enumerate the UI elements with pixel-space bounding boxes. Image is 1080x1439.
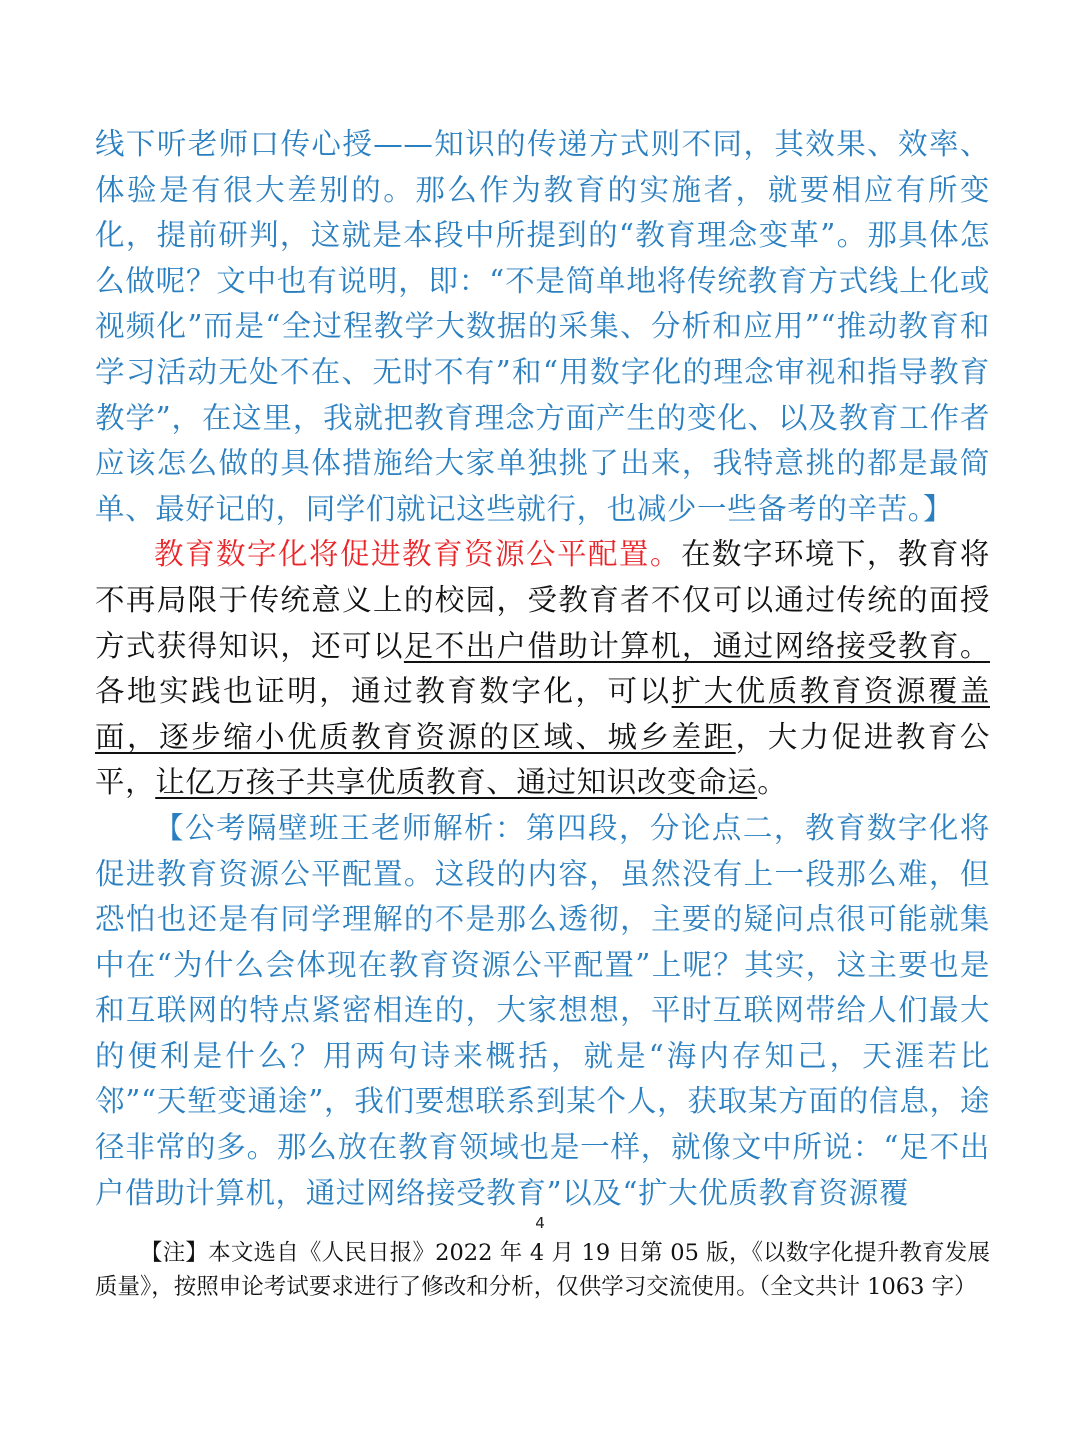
paragraph-text-segment: 。: [757, 765, 788, 800]
footnote: [95, 1236, 990, 1304]
analysis-paragraph-continued: 线下听老师口传心授——知识的传递方式则不同，其效果、效率、体验是有很大差别的。那么作为教育的实施者，就要相应有所变化，提前研判，这就是本段中所提到的“教育理念变革”。那具体怎么做呢？文中也有说明，即：“不是简单地将传统教育方式线上化或视频化”而是“全过程教学大数据的采集、分析和应用”“推动教育和学习活动无处不在、无时不有”和“用数字化的理念审视和指导教育教学”，在这里，我就把教育理念方面产生的变化、以及教育工作者应该怎么做的具体措施给大家单独挑了出来，我特意挑的都是最简单、最好记的，同学们就记这些就行，也减少一些备考的辛苦。】: [95, 127, 990, 526]
paragraph-text-segment: 各地实践也证明，通过教育数字化，可以: [95, 674, 672, 709]
page-number: 4: [535, 1214, 545, 1232]
underlined-key-phrase: 扩大优质教育资源覆盖面，逐步缩小优质教育资源的区域、城乡差距: [95, 674, 990, 754]
analysis-paragraph: 【公考隔壁班王老师解析：第四段，分论点二，教育数字化将促进教育资源公平配置。这段的内容，虽然没有上一段那么难，但恐怕也还是有同学理解的不是那么透彻，主要的疑问点很可能就集中在“为什么会体现在教育资源公平配置”上呢？其实，这主要也是和互联网的特点紧密相连的，大家想想，平时互联网带给人们最大的便利是什么？用两句诗来概括，就是“海内存知己，天涯若比邻”“天堑变通途”，我们要想联系到某个人，获取某方面的信息，途径非常的多。那么放在教育领域也是一样，就像文中所说：“足不出户借助计算机，通过网络接受教育”以及“扩大优质教育资源覆: [95, 810, 990, 1210]
underlined-key-phrase: 让亿万孩子共享优质教育、通过知识改变命运: [155, 765, 758, 800]
article-body: [95, 122, 990, 1216]
underlined-key-phrase: 足不出户借助计算机，通过网络接受教育。: [403, 628, 990, 663]
footnote-text: 【注】本文选自《人民日报》2022 年 4 月 19 日第 05 版，《以数字化提升教育发展质量》，按照申论考试要求进行了修改和分析，仅供学习交流使用。（全文共计 1063 字）: [95, 1240, 990, 1300]
paragraph-text-segment: 在数字环境下，教育将不再局限于传统意义上的校园，受教育者不仅可以通过传统的面授方式获得知识，还可以: [95, 537, 990, 663]
subpoint-heading: 教育数字化将促进教育资源公平配置。: [154, 537, 681, 572]
paragraph-text-segment: ，大力促进教育公平，: [95, 719, 990, 800]
article-paragraph-4: [95, 532, 990, 806]
